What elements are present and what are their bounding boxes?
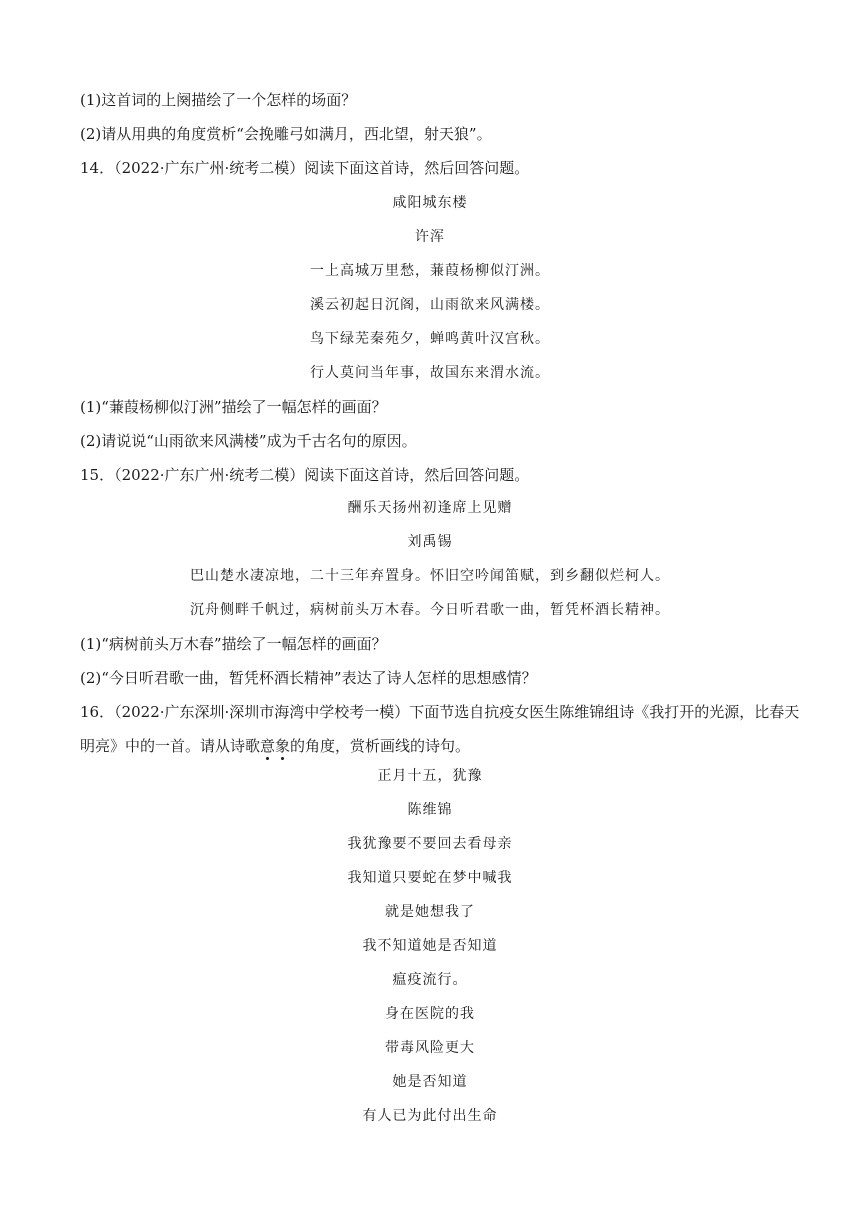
q16-poem-line: 带毒风险更大 [385, 1040, 475, 1056]
q16-poem-line: 她是否知道 [392, 1074, 468, 1090]
q15-poem-author: 刘禹锡 [407, 534, 453, 550]
q13-sub-question-2: (2)请从用典的角度赏析“会挽雕弓如满月，西北望，射天狼”。 [80, 125, 492, 143]
q16-poem-line: 有人已为此付出生命 [362, 1108, 498, 1124]
q15-header: 15．（2022·广东广州·统考二模）阅读下面这首诗，然后回答问题。 [80, 466, 530, 484]
q16-header-emphasis: 意 [260, 737, 276, 755]
q16-poem-line: 我知道只要蛇在梦中喊我 [347, 870, 513, 886]
q15-poem-title: 酬乐天扬州初逢席上见赠 [347, 500, 513, 516]
q14-header: 14．（2022·广东广州·统考二模）阅读下面这首诗，然后回答问题。 [80, 159, 530, 177]
q15-sub-question-1: (1)“病树前头万木春”描绘了一幅怎样的画面？ [80, 635, 387, 653]
q15-poem-line: 巴山楚水凄凉地，二十三年弃置身。怀旧空吟闻笛赋，到乡翻似烂柯人。 [190, 568, 670, 584]
q16-poem-line: 我不知道她是否知道 [362, 938, 498, 954]
q14-sub-question-2: (2)请说说“山雨欲来风满楼”成为千古名句的原因。 [80, 432, 417, 450]
q16-header [80, 695, 800, 763]
q16-poem-author: 陈维锦 [407, 802, 453, 818]
q16-poem-line: 我犹豫要不要回去看母亲 [347, 836, 513, 852]
q16-header-text: 16．（2022·广东深圳·深圳市海湾中学校考一模）下面节选自抗疫女医生陈维锦组诗《我打开的光源，比春天明亮》中的一首。请从诗歌 [80, 703, 800, 755]
q16-poem-line: 瘟疫流行。 [392, 972, 468, 988]
q14-poem-line: 溪云初起日沉阁，山雨欲来风满楼。 [310, 297, 550, 313]
q14-poem-title: 咸阳城东楼 [392, 195, 468, 211]
q15-poem-line: 沉舟侧畔千帆过，病树前头万木春。今日听君歌一曲，暂凭杯酒长精神。 [190, 602, 670, 618]
q16-poem-line: 身在医院的我 [385, 1006, 475, 1022]
q16-header-emphasis: 象 [275, 737, 291, 755]
q15-sub-question-2: (2)“今日听君歌一曲，暂凭杯酒长精神”表达了诗人怎样的思想感情？ [80, 669, 537, 687]
q14-sub-question-1: (1)“蒹葭杨柳似汀洲”描绘了一幅怎样的画面？ [80, 398, 387, 416]
q16-poem-line: 就是她想我了 [385, 904, 475, 920]
q16-header-text: 的角度，赏析画线的诗句。 [290, 737, 471, 755]
q16-poem-title: 正月十五，犹豫 [377, 768, 483, 784]
q14-poem-line: 鸟下绿芜秦苑夕，蝉鸣黄叶汉宫秋。 [310, 331, 550, 347]
q14-poem-author: 许浑 [415, 229, 445, 245]
q14-poem-line: 一上高城万里愁，蒹葭杨柳似汀洲。 [310, 263, 550, 279]
q14-poem-line: 行人莫问当年事，故国东来渭水流。 [310, 365, 550, 381]
q13-sub-question-1: (1)这首词的上阕描绘了一个怎样的场面？ [80, 91, 357, 109]
